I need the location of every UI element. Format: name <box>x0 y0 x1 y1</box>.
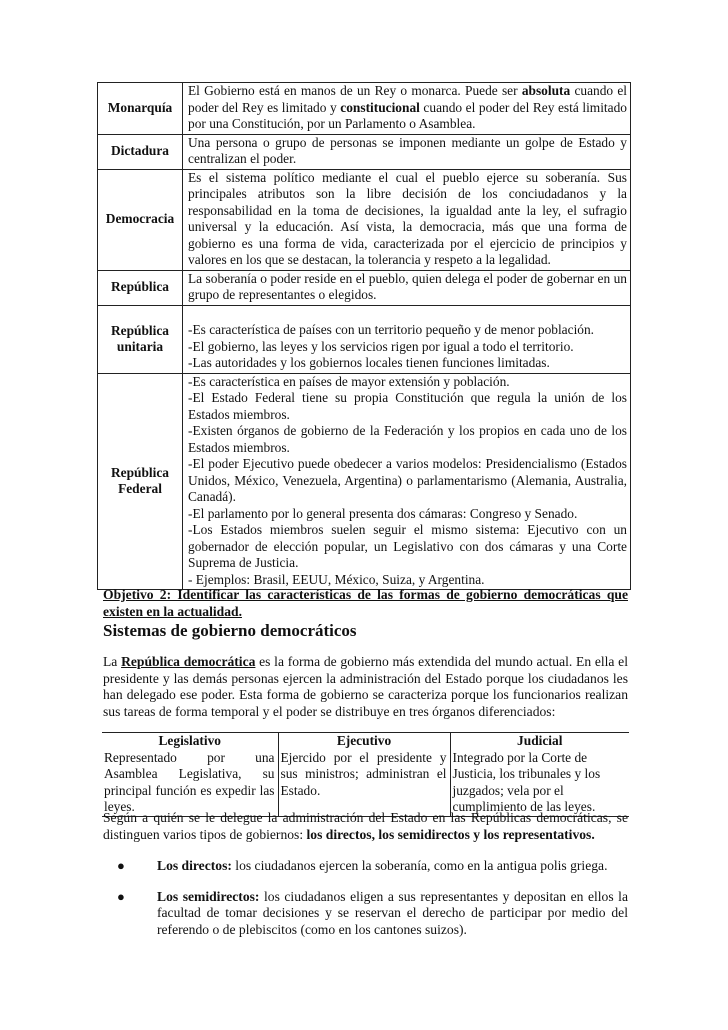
table-row <box>98 134 631 169</box>
judicial-header: Judicial <box>450 733 629 750</box>
government-form-term: Monarquía <box>98 83 183 135</box>
government-form-description: -Es característica de países con un territorio pequeño y de menor población. -El gobierno, las leyes y los servicios rigen por igual a todo el territorio. -Las autoridades y los gobiernos locales tienen funciones limitadas. <box>183 305 631 373</box>
judicial-cell: Integrado por la Corte de Justicia, los tribunales y los juzgados; vela por el cumplimiento de las leyes. <box>450 750 629 817</box>
government-form-description: La soberanía o poder reside en el pueblo, quien delega el poder de gobernar en un grupo de representantes o elegidos. <box>183 270 631 305</box>
table-row <box>98 270 631 305</box>
table-row <box>98 169 631 270</box>
government-form-term: Democracia <box>98 169 183 270</box>
intro-paragraph: La República democrática es la forma de gobierno más extendida del mundo actual. En ella el presidente y las demás personas ejercen la administración del Estado porque los ciudadanos les han delegado ese poder. Esta forma de gobierno se caracteriza porque los funcionarios realizan sus tareas de forma temporal y el poder se distribuye en tres órganos diferenciados: <box>103 654 628 719</box>
government-form-term: República unitaria <box>98 305 183 373</box>
powers-table <box>102 732 629 817</box>
powers-body-row <box>102 750 629 817</box>
government-form-term: República <box>98 270 183 305</box>
table-row <box>98 83 631 135</box>
government-types-paragraph: Según a quién se le delegue la administración del Estado en las Repúblicas democráticas, se distinguen varios tipos de gobiernos: los directos, los semidirectos y los representativos. <box>103 810 628 842</box>
section-title: Sistemas de gobierno democráticos <box>103 621 357 640</box>
forms-of-government-table <box>97 82 631 590</box>
legislativo-header: Legislativo <box>102 733 278 750</box>
list-item <box>103 889 628 939</box>
government-types-list <box>103 858 628 952</box>
table-row <box>98 373 631 590</box>
government-form-term: Dictadura <box>98 134 183 169</box>
bullet-lead: Los semidirectos: <box>157 888 260 904</box>
list-item <box>103 858 628 875</box>
bullet-icon: ● <box>117 858 125 873</box>
bullet-lead: Los directos: <box>157 858 232 873</box>
government-form-description: El Gobierno está en manos de un Rey o monarca. Puede ser absoluta cuando el poder del Rey es limitado y constitucional cuando el poder del Rey está limitado por una Constitución, por un Parlamento o Asamblea. <box>183 83 631 135</box>
ejecutivo-cell: Ejercido por el presidente y sus ministros; administran el Estado. <box>278 750 450 817</box>
bullet-icon: ● <box>117 888 125 904</box>
bullet-text: los ciudadanos ejercen la soberanía, como en la antigua polis griega. <box>231 858 608 873</box>
legislativo-cell: Representado por una Asamblea Legislativa, su principal función es expedir las leyes. <box>102 750 278 817</box>
government-form-description: Es el sistema político mediante el cual el pueblo ejerce su soberanía. Sus principales atributos son la libre decisión de los conciudadanos y la responsabilidad en la toma de decisiones, la igualdad ante la ley, el sufragio universal y la educación. Así vista, la democracia, más que una forma de gobierno es una forma de vida, caracterizada por el ejercicio de principios y valores en los que se destacan, la tolerancia y respeto a la legalidad. <box>183 169 631 270</box>
government-form-description: -Es característica en países de mayor extensión y población. -El Estado Federal tiene su propia Constitución que regula la unión de los Estados miembros. -Existen órganos de gobierno de la Federación y los propios en cada uno de los Estados miembros. -El poder Ejecutivo puede obedecer a varios modelos: Presidencialismo (Estados Unidos, México, Venezuela, Argentina) o parlamentarismo (Alemania, Australia, Canadá). -El parlamento por lo general presenta dos cámaras: Congreso y Senado. -Los Estados miembros suelen seguir el mismo sistema: Ejecutivo con un gobernador de elección popular, un Legislativo con dos cámaras y una Corte Suprema de Justicia. - Ejemplos: Brasil, EEUU, México, Suiza, y Argentina. <box>183 373 631 590</box>
objective-heading: Objetivo 2: Identificar las características de las formas de gobierno democráticas que existen en la actualidad. <box>103 587 628 619</box>
powers-header-row <box>102 733 629 750</box>
bullet-text: los ciudadanos eligen a sus representantes y depositan en ellos la facultad de tomar decisiones y se reservan el derecho de participar por medio del referendo o de plebiscitos (como en los cantones suizos). <box>157 888 628 937</box>
ejecutivo-header: Ejecutivo <box>278 733 450 750</box>
government-form-term: República Federal <box>98 373 183 590</box>
government-form-description: Una persona o grupo de personas se imponen mediante un golpe de Estado y centralizan el poder. <box>183 134 631 169</box>
table-row <box>98 305 631 373</box>
